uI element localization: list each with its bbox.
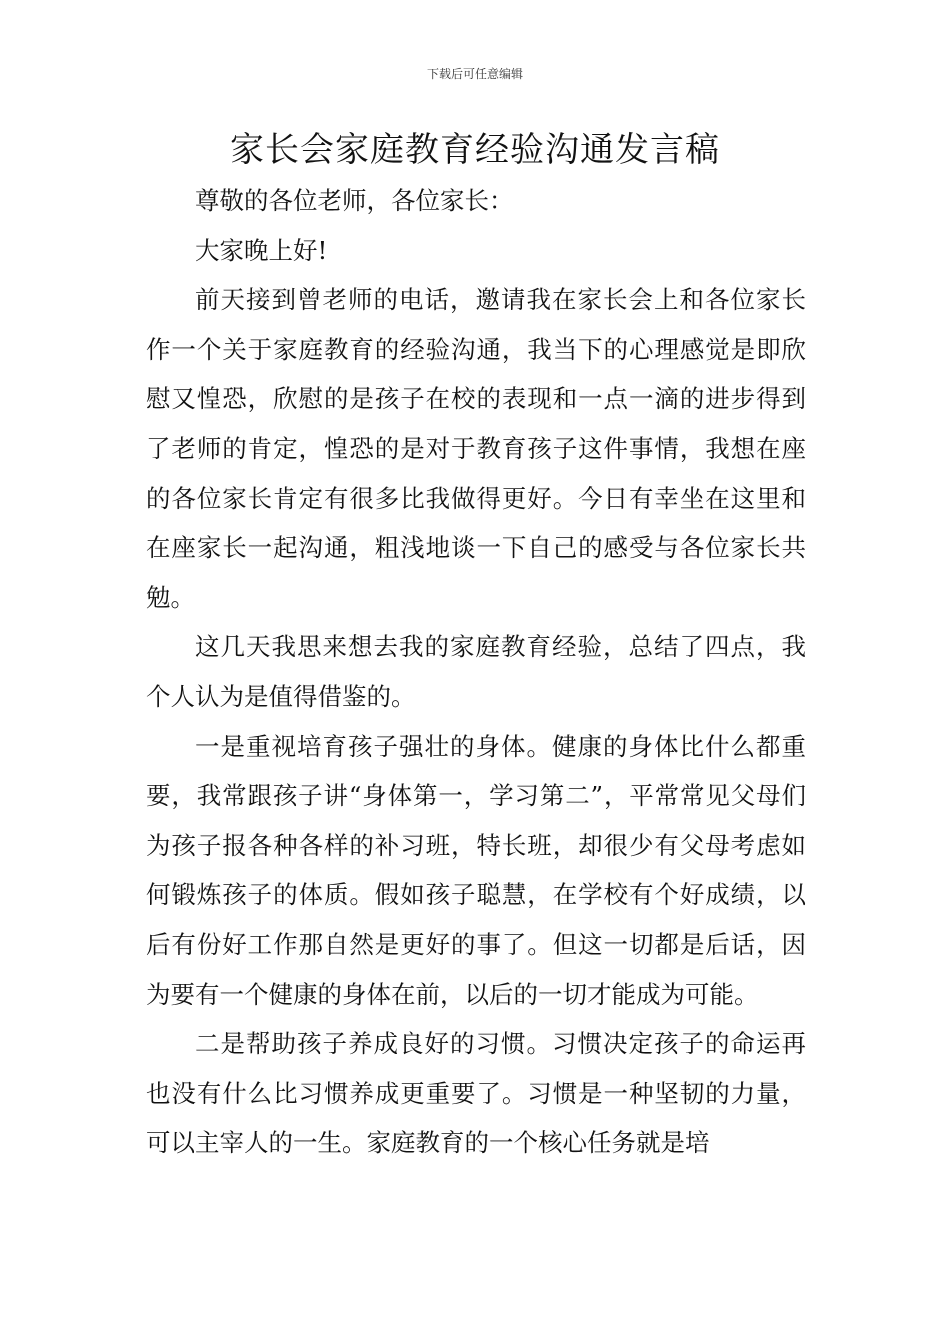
document-body: [146, 176, 806, 1168]
paragraph-salutation: 大家晚上好!: [195, 235, 328, 265]
page-header-note: 下载后可任意编辑: [426, 67, 523, 81]
paragraph-greeting: 尊敬的各位老师，各位家长：: [195, 186, 514, 215]
paragraph-point-one: 一是重视培育孩子强壮的身体。健康的身体比什么都重要，我常跟孩子讲“身体第一，学习第二”，平常常见父母们为孩子报各种各样的补习班，特长班，却很少有父母考虑如何锻炼孩子的体质。假如孩子聪慧，在学校有个好成绩，以后有份好工作那自然是更好的事了。但这一切都是后话，因为要有一个健康的身体在前，以后的一切才能成为可能。: [146, 731, 806, 1009]
paragraph-point-two: 二是帮助孩子养成良好的习惯。习惯决定孩子的命运再也没有什么比习惯养成更重要了。习惯是一种坚韧的力量，可以主宰人的一生。家庭教育的一个核心任务就是培: [146, 1029, 806, 1158]
document-title: 家长会家庭教育经验沟通发言稿: [230, 130, 720, 170]
paragraph-summary: 这几天我思来想去我的家庭教育经验，总结了四点，我个人认为是值得借鉴的。: [146, 632, 806, 711]
paragraph-intro: 前天接到曾老师的电话，邀请我在家长会上和各位家长作一个关于家庭教育的经验沟通，我当下的心理感觉是即欣慰又惶恐，欣慰的是孩子在校的表现和一点一滴的进步得到了老师的肯定，惶恐的是对于教育孩子这件事情，我想在座的各位家长肯定有很多比我做得更好。今日有幸坐在这里和在座家长一起沟通，粗浅地谈一下自己的感受与各位家长共勉。: [146, 285, 806, 612]
